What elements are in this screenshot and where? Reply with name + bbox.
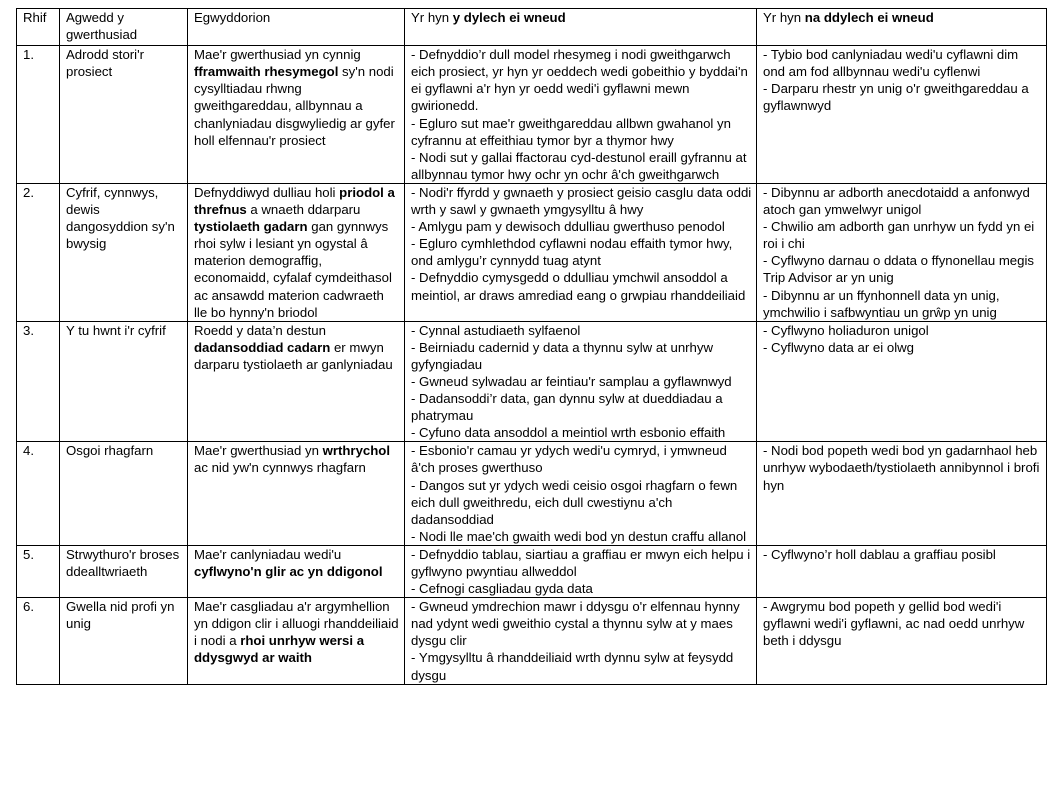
shouldnt-item: - Dibynnu ar un ffynhonnell data yn unig, ymchwilio i safbwyntiau un grŵp yn unig	[763, 287, 1000, 320]
shouldnt-item: - Cyflwyno darnau o ddata o ffynonellau megis Trip Advisor ar yn unig	[763, 253, 1034, 286]
header-num: Rhif	[17, 9, 60, 46]
should-item: - Cyfuno data ansoddol a meintiol wrth esbonio effaith	[411, 425, 726, 441]
row-aspect: Cyfrif, cynnwys, dewis dangosyddion sy'n bwysig	[60, 183, 188, 321]
should-item: - Defnyddio cymysgedd o ddulliau ymchwil ansoddol a meintiol, ar draws amrediad eang o grwpiau rhanddeiliaid	[411, 270, 746, 303]
shouldnt-item: - Dibynnu ar adborth anecdotaidd a anfonwyd atoch gan ymwelwyr unigol	[763, 184, 1030, 218]
row-aspect: Y tu hwnt i'r cyfrif	[60, 321, 188, 442]
should-item: - Nodi sut y gallai ffactorau cyd-destunol eraill gyfrannu at allbynnau tymor hwy ochr yn ochr â'ch gweithgarwch	[411, 149, 747, 182]
header-shouldnt	[757, 9, 1047, 46]
row-principle	[188, 598, 405, 684]
header-aspect: Agwedd y gwerthusiad	[60, 9, 188, 46]
shouldnt-item: - Awgrymu bod popeth y gellid bod wedi'i gyflawni wedi'i gyflawni, ac nad oedd unrhyw beth i ddysgu	[763, 599, 1025, 649]
table-row	[17, 46, 1047, 184]
should-item: - Dadansoddi’r data, gan dynnu sylw at dueddiadau a phatrymau	[411, 391, 723, 424]
row-number: 3.	[17, 321, 60, 442]
header-row	[17, 9, 1047, 46]
principle-emphasis: rhoi unrhyw wersi a ddysgwyd ar waith	[194, 633, 365, 666]
row-shouldnt	[757, 321, 1047, 442]
row-aspect: Strwythuro'r broses ddealltwriaeth	[60, 545, 188, 597]
row-number: 2.	[17, 183, 60, 321]
principle-text: gan gynnwys rhoi sylw i lesiant yn ogystal â materion demograffig, economaidd, cyfalaf cymdeithasol ac ansawdd materion cadwraeth lle bo hynny'n briodol	[194, 219, 392, 320]
evaluation-principles-table	[16, 8, 1047, 685]
should-item: - Defnyddio tablau, siartiau a graffiau er mwyn eich helpu i gyflwyno pwyntiau allweddol	[411, 546, 751, 579]
shouldnt-item: - Chwilio am adborth gan unrhyw un fydd yn ei roi i chi	[763, 219, 1035, 252]
shouldnt-item: - Nodi bod popeth wedi bod yn gadarnhaol heb unrhyw wybodaeth/tystiolaeth annibynnol i brofi hyn	[763, 443, 1040, 493]
row-shouldnt	[757, 545, 1047, 597]
principle-emphasis: tystiolaeth gadarn	[194, 219, 308, 235]
row-aspect: Adrodd stori'r prosiect	[60, 46, 188, 184]
shouldnt-item: - Cyflwyno holiaduron unigol	[763, 322, 929, 338]
header-should	[405, 9, 757, 46]
row-should	[405, 321, 757, 442]
should-item: - Ymgysylltu â rhanddeiliaid wrth dynnu sylw at feysydd dysgu	[411, 650, 734, 683]
shouldnt-item: - Cyflwyno data ar ei olwg	[763, 339, 914, 355]
shouldnt-item: - Tybio bod canlyniadau wedi'u cyflawni dim ond am fod allbynnau wedi'u cyflenwi	[763, 47, 1019, 80]
should-item: - Esbonio'r camau yr ydych wedi'u cymryd, i ymwneud â'ch proses gwerthuso	[411, 443, 727, 476]
principle-text: sy'n nodi cysylltiadau rhwng gweithgareddau, allbynnau a chanlyniadau disgwyliedig ar gyfer holl elfennau'r prosiect	[194, 64, 395, 148]
principle-text: a wnaeth ddarparu	[246, 202, 361, 218]
should-item: - Nodi'r ffyrdd y gwnaeth y prosiect geisio casglu data oddi wrth y sawl y gwnaeth ymgysylltu â hwy	[411, 184, 752, 218]
row-should	[405, 442, 757, 546]
header-should-prefix: Yr hyn	[411, 10, 453, 25]
row-should	[405, 183, 757, 321]
row-shouldnt	[757, 46, 1047, 184]
table-row	[17, 598, 1047, 684]
should-item: - Cefnogi casgliadau gyda data	[411, 581, 593, 597]
principle-emphasis: wrthrychol	[322, 443, 391, 459]
row-principle	[188, 442, 405, 546]
principle-emphasis: cyflwyno'n glir ac yn ddigonol	[194, 564, 383, 579]
principle-text: Mae'r gwerthusiad yn cynnig	[194, 47, 361, 63]
principle-text: Mae'r gwerthusiad yn	[194, 443, 323, 459]
row-should	[405, 46, 757, 184]
principle-text: er mwyn darparu tystiolaeth ar ganlyniadau	[194, 339, 393, 372]
table-row	[17, 545, 1047, 597]
row-should	[405, 598, 757, 684]
row-shouldnt	[757, 183, 1047, 321]
row-principle	[188, 183, 405, 321]
should-item: - Egluro sut mae'r gweithgareddau allbwn gwahanol yn cyfrannu at effeithiau tymor byr a thymor hwy	[411, 115, 731, 148]
row-principle	[188, 46, 405, 184]
row-number: 4.	[17, 442, 60, 546]
should-item: - Beirniadu cadernid y data a thynnu sylw at unrhyw gyfyngiadau	[411, 339, 714, 372]
row-shouldnt	[757, 598, 1047, 684]
row-shouldnt	[757, 442, 1047, 546]
principle-emphasis: fframwaith rhesymegol	[194, 64, 339, 80]
header-principles: Egwyddorion	[188, 9, 405, 46]
principle-emphasis: priodol a threfnus	[194, 184, 395, 218]
table-row	[17, 183, 1047, 321]
principle-text: Defnyddiwyd dulliau holi	[194, 184, 340, 200]
should-item: - Dangos sut yr ydych wedi ceisio osgoi rhagfarn o fewn eich dull gweithredu, eich dull cwestiynu a'ch dadansoddiad	[411, 477, 738, 527]
should-item: - Nodi lle mae'ch gwaith wedi bod yn destun craffu allanol	[411, 528, 747, 544]
header-should-bold: y dylech ei wneud	[452, 10, 566, 25]
row-number: 5.	[17, 545, 60, 597]
table-row	[17, 442, 1047, 546]
shouldnt-item: - Cyflwyno’r holl dablau a graffiau posibl	[763, 546, 996, 562]
table-body	[17, 46, 1047, 684]
shouldnt-item: - Darparu rhestr yn unig o'r gweithgareddau a gyflawnwyd	[763, 81, 1029, 114]
should-item: - Amlygu pam y dewisoch ddulliau gwerthuso penodol	[411, 219, 725, 235]
principle-text: ac nid yw'n cynnwys rhagfarn	[194, 460, 366, 476]
row-number: 1.	[17, 46, 60, 184]
row-principle	[188, 321, 405, 442]
should-item: - Gwneud sylwadau ar feintiau'r samplau a gyflawnwyd	[411, 373, 732, 389]
row-number: 6.	[17, 598, 60, 684]
principle-text: Mae'r casgliadau a'r argymhellion yn ddigon clir i alluogi rhanddeiliaid i nodi a	[194, 599, 399, 649]
table-row	[17, 321, 1047, 442]
row-principle	[188, 545, 405, 597]
row-aspect: Osgoi rhagfarn	[60, 442, 188, 546]
should-item: - Egluro cymhlethdod cyflawni nodau effaith tymor hwy, ond amlygu’r cynnydd tuag atynt	[411, 236, 733, 269]
row-should	[405, 545, 757, 597]
principle-emphasis: dadansoddiad cadarn	[194, 339, 331, 355]
row-aspect: Gwella nid profi yn unig	[60, 598, 188, 684]
should-item: - Defnyddio’r dull model rhesymeg i nodi gweithgarwch eich prosiect, yr hyn yr oeddech wedi gobeithio y byddai'n ei gyflawni a'r hyn yr oedd wedi'i gyflawni mewn gwirionedd.	[411, 47, 748, 114]
header-shouldnt-prefix: Yr hyn	[763, 10, 805, 25]
header-shouldnt-bold: na ddylech ei wneud	[804, 10, 934, 25]
principle-text: Roedd y data’n destun	[194, 322, 326, 338]
should-item: - Cynnal astudiaeth sylfaenol	[411, 322, 581, 338]
should-item: - Gwneud ymdrechion mawr i ddysgu o'r elfennau hynny nad ydynt wedi gweithio cystal a thynnu sylw at y maes dysgu clir	[411, 599, 740, 649]
principle-text: Mae'r canlyniadau wedi'u	[194, 546, 342, 562]
